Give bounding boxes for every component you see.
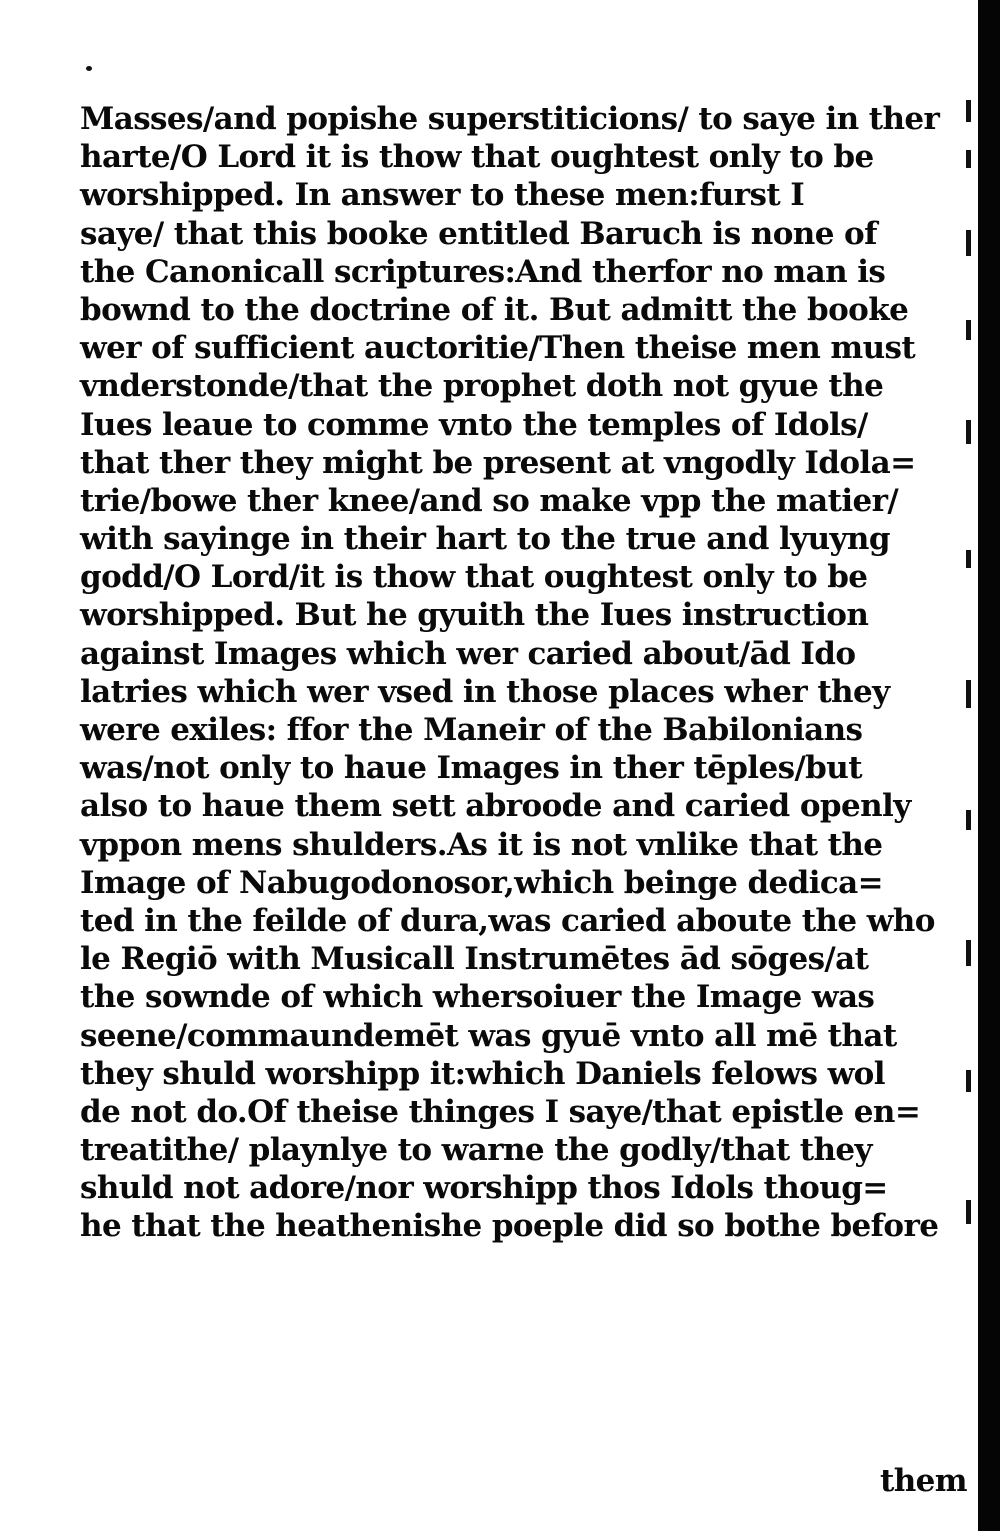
ink-speck [86,66,92,71]
body-text [80,100,970,1246]
text-line: Masses/and popishe superstiticions/ to saye in ther [80,101,940,137]
text-line: worshipped. But he gyuith the Iues instruction [80,597,869,634]
text-line: against Images which wer caried about/ād Ido [80,635,856,672]
text-line: wer of sufficient auctoritie/Then theise men must [80,330,916,367]
text-line: that ther they might be present at vngodly Idola= [80,444,916,481]
text-line: treatithe/ playnlye to warne the godly/that they [80,1132,872,1169]
text-line: with sayinge in their hart to the true and lyuyng [80,521,890,558]
text-line: shuld not adore/nor worshipp thos Idols thoug= [80,1170,888,1207]
page-gutter-shadow [978,0,1000,1531]
text-line: Iues leaue to comme vnto the temples of Idols/ [80,406,868,443]
text-line: le Regiō with Musicall Instrumētes ād sōges/at [80,941,869,978]
text-line: were exiles: ffor the Maneir of the Babilonians [80,712,863,748]
catchword: them [880,1463,967,1499]
text-line: trie/bowe ther knee/and so make vpp the matier/ [80,482,899,519]
text-line: worshipped. In answer to these men:furst I [80,177,805,214]
facing-page-edge [966,90,978,1290]
text-line: the sownde of which whersoiuer the Image was [80,979,875,1016]
text-line: bownd to the doctrine of it. But admitt the booke [80,291,909,328]
text-line: vppon mens shulders.As it is not vnlike that the [80,826,883,863]
text-line: was/not only to haue Images in ther tēples/but [80,750,862,787]
text-line: harte/O Lord it is thow that oughtest only to be [80,139,874,176]
text-line: he that the heathenishe poeple did so bothe before [80,1208,939,1245]
text-line: the Canonicall scriptures:And therfor no man is [80,253,886,290]
text-line: godd/O Lord/it is thow that oughtest only to be [80,559,868,596]
text-line: latries which wer vsed in those places wher they [80,673,890,710]
text-line: also to haue them sett abroode and caried openly [80,788,911,825]
text-line: saye/ that this booke entitled Baruch is none of [80,215,877,252]
text-line: seene/commaundemēt was gyuē vnto all mē that [80,1017,897,1054]
text-line: they shuld worshipp it:which Daniels felows wol [80,1055,885,1092]
text-line: de not do.Of theise thinges I saye/that epistle en= [80,1093,921,1130]
text-line: Image of Nabugodonosor,which beinge dedica= [80,864,884,901]
text-line: vnderstonde/that the prophet doth not gyue the [80,368,884,405]
text-line: ted in the feilde of dura,was caried aboute the who [80,902,935,939]
